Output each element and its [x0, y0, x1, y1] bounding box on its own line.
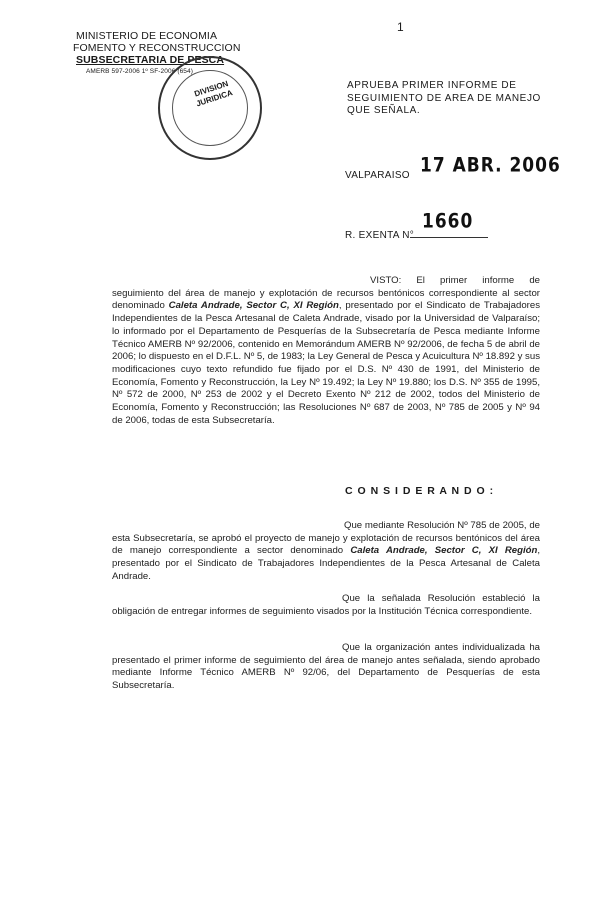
- considerando-2-text: Que la señalada Resolución estableció la obligación de entregar informes de seguimiento visados por la Institución Técnica correspondiente.: [112, 593, 540, 617]
- division-juridica-stamp: [158, 56, 262, 160]
- considerando-1-location: Caleta Andrade, Sector C, XI Región: [350, 545, 538, 557]
- reference-code: AMERB 597-2006 1º SF-2006 (654): [86, 68, 194, 75]
- considerando-2: [112, 593, 540, 618]
- considerando-1: [112, 520, 540, 584]
- visto-lead: VISTO:: [370, 275, 402, 286]
- page-mark: 1: [397, 20, 404, 34]
- considerando-heading: C O N S I D E R A N D O :: [345, 485, 495, 497]
- title-line-3: QUE SEÑALA.: [347, 105, 421, 116]
- visto-location: Caleta Andrade, Sector C, XI Región: [168, 300, 339, 312]
- place-label: VALPARAISO: [345, 170, 410, 181]
- ministry-line-1: MINISTERIO DE ECONOMIA: [76, 30, 218, 42]
- title-line-1: APRUEBA PRIMER INFORME DE: [347, 80, 517, 91]
- visto-paragraph: [112, 275, 540, 427]
- stamp-text: DIVISION JURIDICA: [193, 79, 234, 109]
- exenta-underline: [410, 237, 488, 238]
- considerando-1-text-2: , presentado por el Sindicato de Trabajadores Independientes de la Pesca Artesanal de Caleta Andrade.: [112, 545, 541, 582]
- visto-text-1: El primer informe de seguimiento del área de manejo y explotación de recursos bentónicos correspondiente al sector denominado: [112, 275, 540, 312]
- exenta-label: R. EXENTA N°: [345, 230, 415, 241]
- ministry-line-3: SUBSECRETARIA DE PESCA: [76, 54, 225, 66]
- exenta-number: 1660: [422, 210, 474, 233]
- visto-text-2: , presentado por el Sindicato de Trabajadores Independientes de la Pesca Artesanal de Caleta Andrade, visado por la Universidad de Valparaíso; lo informado por el Departamento de Pesquerías de la Subsecretaría de Pesca mediante Informe Técnico AMERB Nº 92/2006, contenido en Memorándum AMERB Nº 92/2006, de fecha 5 de abril de 2006; lo dispuesto en el D.F.L. Nº 5, de 1983; la Ley General de Pesca y Acuicultura Nº 18.892 y sus modificaciones cuyo texto refundido fue fijado por el D.S. Nº 430 de 1991, del Ministerio de Economía, Fomento y Reconstrucción, la Ley Nº 19.492; la Ley Nº 19.880; los D.S. Nº 355 de 1995, Nº 572 de 2000, Nº 253 de 2002 y el Decreto Exento Nº 212 de 2002, todos del Ministerio de Economía, Fomento y Reconstrucción; las Resoluciones Nº 687 de 2003, Nº 785 de 2005 y Nº 94 de 2006, todas de esta Subsecretaría.: [112, 300, 540, 426]
- resolution-title: [347, 80, 541, 118]
- title-line-2: SEGUIMIENTO DE AREA DE MANEJO: [347, 92, 541, 104]
- handwritten-date: 17 ABR. 2006: [420, 154, 561, 177]
- considerando-1-text-1: Que mediante Resolución Nº 785 de 2005, de esta Subsecretaría, se aprobó el proyecto de manejo y explotación de recursos bentónicos del área de manejo correspondiente a sector denominado: [112, 520, 540, 557]
- ministry-line-2: FOMENTO Y RECONSTRUCCION: [73, 42, 241, 54]
- considerando-3-text: Que la organización antes individualizada ha presentado el primer informe de seguimiento del área de manejo antes señalada, siendo aprobado mediante Informe Técnico AMERB Nº 92/06, del Departamento de Pesquerías de esta Subsecretaría.: [112, 642, 540, 692]
- considerando-3: [112, 642, 540, 693]
